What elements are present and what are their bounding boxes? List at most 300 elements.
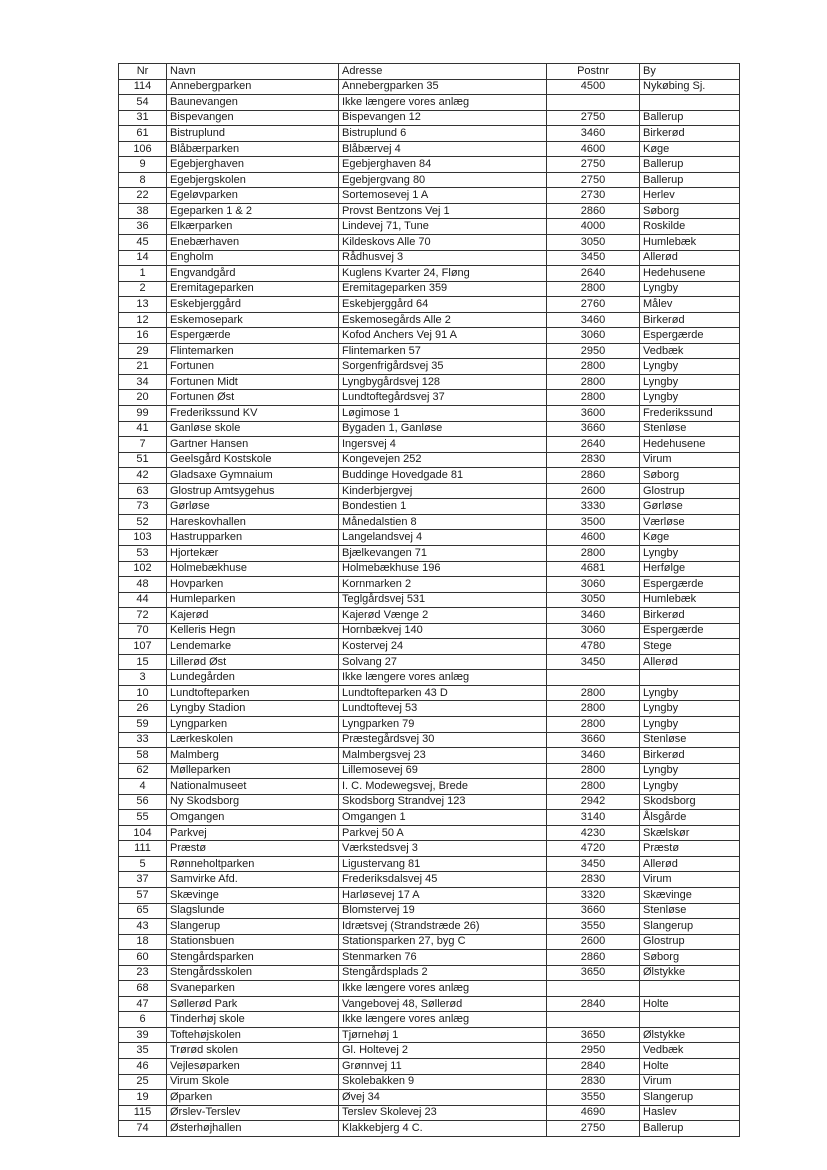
cell-by: Lyngby — [640, 545, 740, 561]
cell-nr: 26 — [119, 701, 167, 717]
cell-adresse: Eskebjerggård 64 — [339, 297, 547, 313]
cell-postnr: 2600 — [547, 934, 640, 950]
table-row — [119, 406, 740, 422]
cell-by — [640, 1012, 740, 1028]
header-row — [119, 64, 740, 80]
cell-adresse: Kongevejen 252 — [339, 452, 547, 468]
cell-adresse: Skolebakken 9 — [339, 1074, 547, 1090]
header-adresse: Adresse — [339, 64, 547, 80]
cell-postnr: 4690 — [547, 1105, 640, 1121]
cell-postnr: 3450 — [547, 856, 640, 872]
cell-adresse: Langelandsvej 4 — [339, 530, 547, 546]
cell-postnr: 2750 — [547, 110, 640, 126]
cell-nr: 60 — [119, 950, 167, 966]
cell-adresse: Buddinge Hovedgade 81 — [339, 468, 547, 484]
cell-navn: Skævinge — [167, 887, 339, 903]
table-row — [119, 499, 740, 515]
cell-postnr: 2730 — [547, 188, 640, 204]
cell-adresse: Lillemosevej 69 — [339, 763, 547, 779]
cell-adresse: Provst Bentzons Vej 1 — [339, 203, 547, 219]
cell-by: Virum — [640, 452, 740, 468]
cell-navn: Glostrup Amtsygehus — [167, 483, 339, 499]
table-row — [119, 483, 740, 499]
cell-postnr: 2800 — [547, 763, 640, 779]
cell-nr: 51 — [119, 452, 167, 468]
cell-adresse: Ikke længere vores anlæg — [339, 981, 547, 997]
cell-by: Hedehusene — [640, 266, 740, 282]
cell-postnr: 2840 — [547, 996, 640, 1012]
cell-postnr: 4720 — [547, 841, 640, 857]
cell-by: Espergærde — [640, 328, 740, 344]
cell-navn: Fortunen Midt — [167, 374, 339, 390]
cell-postnr: 2640 — [547, 266, 640, 282]
cell-nr: 48 — [119, 577, 167, 593]
table-row — [119, 359, 740, 375]
cell-navn: Kelleris Hegn — [167, 623, 339, 639]
cell-navn: Præstø — [167, 841, 339, 857]
cell-by: Stenløse — [640, 421, 740, 437]
cell-nr: 54 — [119, 95, 167, 111]
cell-adresse: Gl. Holtevej 2 — [339, 1043, 547, 1059]
cell-postnr: 4000 — [547, 219, 640, 235]
cell-by: Ballerup — [640, 1121, 740, 1137]
cell-adresse: Kostervej 24 — [339, 639, 547, 655]
cell-navn: Bispevangen — [167, 110, 339, 126]
cell-adresse: Eskemosegårds Alle 2 — [339, 312, 547, 328]
cell-navn: Hareskovhallen — [167, 514, 339, 530]
cell-adresse: Lyngparken 79 — [339, 716, 547, 732]
cell-adresse: Egebjergvang 80 — [339, 172, 547, 188]
cell-postnr: 3460 — [547, 608, 640, 624]
table-row — [119, 608, 740, 624]
cell-navn: Hovparken — [167, 577, 339, 593]
cell-nr: 46 — [119, 1059, 167, 1075]
cell-by: Birkerød — [640, 748, 740, 764]
cell-navn: Holmebækhuse — [167, 561, 339, 577]
cell-navn: Eskemosepark — [167, 312, 339, 328]
cell-nr: 53 — [119, 545, 167, 561]
table-row — [119, 219, 740, 235]
cell-postnr: 2800 — [547, 779, 640, 795]
cell-nr: 106 — [119, 141, 167, 157]
cell-adresse: Bistruplund 6 — [339, 126, 547, 142]
cell-nr: 56 — [119, 794, 167, 810]
cell-navn: Lyngby Stadion — [167, 701, 339, 717]
cell-by: Skælskør — [640, 825, 740, 841]
cell-adresse: Kofod Anchers Vej 91 A — [339, 328, 547, 344]
table-row — [119, 545, 740, 561]
cell-by: Glostrup — [640, 483, 740, 499]
cell-adresse: Ingersvej 4 — [339, 437, 547, 453]
cell-nr: 15 — [119, 654, 167, 670]
cell-nr: 41 — [119, 421, 167, 437]
cell-by: Ølstykke — [640, 1027, 740, 1043]
cell-by: Allerød — [640, 654, 740, 670]
cell-by: Vedbæk — [640, 343, 740, 359]
cell-nr: 22 — [119, 188, 167, 204]
cell-by — [640, 981, 740, 997]
table-row — [119, 468, 740, 484]
cell-postnr: 3650 — [547, 1027, 640, 1043]
cell-nr: 31 — [119, 110, 167, 126]
cell-postnr: 4600 — [547, 530, 640, 546]
cell-navn: Humleparken — [167, 592, 339, 608]
cell-postnr: 3600 — [547, 406, 640, 422]
cell-navn: Hjortekær — [167, 545, 339, 561]
table-row — [119, 110, 740, 126]
cell-postnr: 3060 — [547, 577, 640, 593]
cell-postnr: 2840 — [547, 1059, 640, 1075]
cell-adresse: Præstegårdsvej 30 — [339, 732, 547, 748]
cell-nr: 20 — [119, 390, 167, 406]
cell-postnr: 2830 — [547, 872, 640, 888]
cell-postnr: 4681 — [547, 561, 640, 577]
cell-nr: 111 — [119, 841, 167, 857]
cell-postnr: 3550 — [547, 1090, 640, 1106]
cell-navn: Mølleparken — [167, 763, 339, 779]
header-navn: Navn — [167, 64, 339, 80]
table-row — [119, 1027, 740, 1043]
cell-navn: Egeløvparken — [167, 188, 339, 204]
table-row — [119, 577, 740, 593]
cell-nr: 99 — [119, 406, 167, 422]
cell-adresse: Kornmarken 2 — [339, 577, 547, 593]
cell-by: Frederikssund — [640, 406, 740, 422]
cell-postnr: 3660 — [547, 732, 640, 748]
cell-postnr: 2860 — [547, 950, 640, 966]
cell-nr: 58 — [119, 748, 167, 764]
cell-postnr: 4780 — [547, 639, 640, 655]
cell-postnr: 2830 — [547, 1074, 640, 1090]
cell-postnr: 2800 — [547, 390, 640, 406]
table-row — [119, 981, 740, 997]
cell-adresse: Skodsborg Strandvej 123 — [339, 794, 547, 810]
cell-nr: 62 — [119, 763, 167, 779]
cell-nr: 47 — [119, 996, 167, 1012]
cell-postnr: 2750 — [547, 172, 640, 188]
cell-by: Vedbæk — [640, 1043, 740, 1059]
cell-by: Lyngby — [640, 685, 740, 701]
cell-nr: 42 — [119, 468, 167, 484]
cell-navn: Ny Skodsborg — [167, 794, 339, 810]
table-row — [119, 297, 740, 313]
cell-postnr: 2860 — [547, 203, 640, 219]
cell-postnr: 2800 — [547, 716, 640, 732]
cell-postnr: 4230 — [547, 825, 640, 841]
cell-by: Stenløse — [640, 903, 740, 919]
cell-nr: 18 — [119, 934, 167, 950]
cell-nr: 35 — [119, 1043, 167, 1059]
cell-by: Værløse — [640, 514, 740, 530]
cell-nr: 65 — [119, 903, 167, 919]
cell-navn: Ganløse skole — [167, 421, 339, 437]
table-row — [119, 421, 740, 437]
cell-navn: Engvandgård — [167, 266, 339, 282]
cell-by: Søborg — [640, 203, 740, 219]
cell-adresse: Grønnvej 11 — [339, 1059, 547, 1075]
table-row — [119, 810, 740, 826]
table-row — [119, 1105, 740, 1121]
cell-adresse: Stationsparken 27, byg C — [339, 934, 547, 950]
cell-navn: Flintemarken — [167, 343, 339, 359]
cell-by: Virum — [640, 872, 740, 888]
table-row — [119, 592, 740, 608]
table-row — [119, 732, 740, 748]
cell-postnr: 2942 — [547, 794, 640, 810]
cell-adresse: Blomstervej 19 — [339, 903, 547, 919]
cell-postnr: 2950 — [547, 1043, 640, 1059]
cell-adresse: Omgangen 1 — [339, 810, 547, 826]
cell-by: Ballerup — [640, 172, 740, 188]
cell-nr: 4 — [119, 779, 167, 795]
cell-adresse: Bondestien 1 — [339, 499, 547, 515]
cell-navn: Fortunen Øst — [167, 390, 339, 406]
cell-by: Lyngby — [640, 779, 740, 795]
cell-postnr: 2800 — [547, 359, 640, 375]
table-row — [119, 343, 740, 359]
table-row — [119, 1121, 740, 1137]
cell-adresse: Lindevej 71, Tune — [339, 219, 547, 235]
cell-by: Søborg — [640, 950, 740, 966]
cell-nr: 8 — [119, 172, 167, 188]
cell-by: Lyngby — [640, 281, 740, 297]
cell-adresse: Ikke længere vores anlæg — [339, 1012, 547, 1028]
cell-by: Birkerød — [640, 126, 740, 142]
cell-navn: Stengårdsparken — [167, 950, 339, 966]
table-row — [119, 157, 740, 173]
cell-nr: 72 — [119, 608, 167, 624]
table-row — [119, 701, 740, 717]
table-row — [119, 328, 740, 344]
cell-postnr: 2830 — [547, 452, 640, 468]
table-row — [119, 1012, 740, 1028]
table-row — [119, 1090, 740, 1106]
cell-adresse: Vangebovej 48, Søllerød — [339, 996, 547, 1012]
cell-navn: Trørød skolen — [167, 1043, 339, 1059]
cell-nr: 74 — [119, 1121, 167, 1137]
table-row — [119, 452, 740, 468]
cell-adresse: Parkvej 50 A — [339, 825, 547, 841]
cell-adresse: Ligustervang 81 — [339, 856, 547, 872]
cell-adresse: Lundtoftegårdsvej 37 — [339, 390, 547, 406]
table-row — [119, 654, 740, 670]
cell-nr: 37 — [119, 872, 167, 888]
cell-navn: Ørslev-Terslev — [167, 1105, 339, 1121]
facility-list — [118, 63, 739, 1137]
cell-postnr: 3140 — [547, 810, 640, 826]
cell-postnr: 2950 — [547, 343, 640, 359]
cell-by: Holte — [640, 996, 740, 1012]
table-row — [119, 748, 740, 764]
cell-nr: 25 — [119, 1074, 167, 1090]
table-row — [119, 716, 740, 732]
cell-nr: 1 — [119, 266, 167, 282]
cell-by: Allerød — [640, 856, 740, 872]
cell-by: Lyngby — [640, 716, 740, 732]
cell-adresse: Bygaden 1, Ganløse — [339, 421, 547, 437]
table-row — [119, 172, 740, 188]
cell-by: Ballerup — [640, 157, 740, 173]
cell-nr: 16 — [119, 328, 167, 344]
cell-adresse: Malmbergsvej 23 — [339, 748, 547, 764]
cell-by: Målev — [640, 297, 740, 313]
cell-nr: 7 — [119, 437, 167, 453]
cell-adresse: Løgimose 1 — [339, 406, 547, 422]
cell-nr: 102 — [119, 561, 167, 577]
cell-postnr: 2640 — [547, 437, 640, 453]
table-row — [119, 1074, 740, 1090]
cell-by: Ølstykke — [640, 965, 740, 981]
cell-postnr — [547, 1012, 640, 1028]
cell-navn: Egebjerghaven — [167, 157, 339, 173]
cell-postnr: 2760 — [547, 297, 640, 313]
cell-by — [640, 95, 740, 111]
table-row — [119, 996, 740, 1012]
cell-by: Humlebæk — [640, 235, 740, 251]
cell-adresse: Idrætsvej (Strandstræde 26) — [339, 919, 547, 935]
cell-nr: 9 — [119, 157, 167, 173]
cell-navn: Toftehøjskolen — [167, 1027, 339, 1043]
cell-nr: 61 — [119, 126, 167, 142]
table-row — [119, 685, 740, 701]
cell-navn: Stationsbuen — [167, 934, 339, 950]
table-row — [119, 530, 740, 546]
table-row — [119, 639, 740, 655]
cell-adresse: Sortemosevej 1 A — [339, 188, 547, 204]
cell-by: Stege — [640, 639, 740, 655]
cell-by: Skævinge — [640, 887, 740, 903]
cell-adresse: Lundtoftevej 53 — [339, 701, 547, 717]
table-row — [119, 250, 740, 266]
cell-navn: Eskebjerggård — [167, 297, 339, 313]
table-row — [119, 903, 740, 919]
cell-nr: 103 — [119, 530, 167, 546]
cell-adresse: Tjørnehøj 1 — [339, 1027, 547, 1043]
cell-adresse: Solvang 27 — [339, 654, 547, 670]
cell-adresse: Ikke længere vores anlæg — [339, 670, 547, 686]
cell-adresse: Øvej 34 — [339, 1090, 547, 1106]
cell-navn: Elkærparken — [167, 219, 339, 235]
cell-by: Slangerup — [640, 1090, 740, 1106]
cell-navn: Gladsaxe Gymnaium — [167, 468, 339, 484]
cell-by: Gørløse — [640, 499, 740, 515]
cell-nr: 21 — [119, 359, 167, 375]
table-row — [119, 1043, 740, 1059]
cell-navn: Søllerød Park — [167, 996, 339, 1012]
cell-navn: Frederikssund KV — [167, 406, 339, 422]
cell-adresse: Månedalstien 8 — [339, 514, 547, 530]
cell-by: Lyngby — [640, 390, 740, 406]
cell-adresse: Lyngbygårdsvej 128 — [339, 374, 547, 390]
cell-navn: Gørløse — [167, 499, 339, 515]
table-row — [119, 919, 740, 935]
cell-postnr: 3060 — [547, 328, 640, 344]
cell-adresse: Bjælkevangen 71 — [339, 545, 547, 561]
cell-nr: 3 — [119, 670, 167, 686]
cell-postnr: 3460 — [547, 312, 640, 328]
cell-navn: Fortunen — [167, 359, 339, 375]
table-row — [119, 95, 740, 111]
cell-nr: 5 — [119, 856, 167, 872]
table-row — [119, 141, 740, 157]
cell-nr: 107 — [119, 639, 167, 655]
cell-navn: Omgangen — [167, 810, 339, 826]
cell-nr: 55 — [119, 810, 167, 826]
cell-navn: Lundtofteparken — [167, 685, 339, 701]
cell-postnr: 2750 — [547, 1121, 640, 1137]
cell-navn: Hastrupparken — [167, 530, 339, 546]
table-row — [119, 437, 740, 453]
cell-by: Nykøbing Sj. — [640, 79, 740, 95]
table-row — [119, 188, 740, 204]
cell-nr: 43 — [119, 919, 167, 935]
table-row — [119, 266, 740, 282]
cell-nr: 39 — [119, 1027, 167, 1043]
cell-navn: Geelsgård Kostskole — [167, 452, 339, 468]
header-by: By — [640, 64, 740, 80]
cell-by: Virum — [640, 1074, 740, 1090]
cell-adresse: Frederiksdalsvej 45 — [339, 872, 547, 888]
cell-postnr: 3450 — [547, 654, 640, 670]
cell-adresse: Kinderbjergvej — [339, 483, 547, 499]
cell-adresse: Teglgårdsvej 531 — [339, 592, 547, 608]
cell-navn: Rønneholtparken — [167, 856, 339, 872]
cell-nr: 34 — [119, 374, 167, 390]
cell-navn: Øparken — [167, 1090, 339, 1106]
cell-nr: 38 — [119, 203, 167, 219]
cell-by: Herlev — [640, 188, 740, 204]
cell-by: Espergærde — [640, 623, 740, 639]
cell-adresse: Klakkebjerg 4 C. — [339, 1121, 547, 1137]
cell-adresse: Harløsevej 17 A — [339, 887, 547, 903]
cell-postnr: 3500 — [547, 514, 640, 530]
table-row — [119, 856, 740, 872]
cell-navn: Tinderhøj skole — [167, 1012, 339, 1028]
cell-navn: Baunevangen — [167, 95, 339, 111]
table-row — [119, 561, 740, 577]
table-row — [119, 203, 740, 219]
table-row — [119, 79, 740, 95]
table-row — [119, 281, 740, 297]
cell-by: Espergærde — [640, 577, 740, 593]
cell-postnr — [547, 95, 640, 111]
cell-navn: Vejlesøparken — [167, 1059, 339, 1075]
cell-postnr: 4500 — [547, 79, 640, 95]
cell-by: Roskilde — [640, 219, 740, 235]
cell-by: Ballerup — [640, 110, 740, 126]
cell-postnr: 3460 — [547, 126, 640, 142]
cell-nr: 6 — [119, 1012, 167, 1028]
cell-navn: Espergærde — [167, 328, 339, 344]
cell-navn: Eremitageparken — [167, 281, 339, 297]
cell-postnr: 2800 — [547, 685, 640, 701]
cell-by: Birkerød — [640, 312, 740, 328]
cell-adresse: Kuglens Kvarter 24, Fløng — [339, 266, 547, 282]
cell-postnr: 3650 — [547, 965, 640, 981]
table-row — [119, 763, 740, 779]
cell-by: Skodsborg — [640, 794, 740, 810]
cell-navn: Blåbærparken — [167, 141, 339, 157]
header-nr: Nr — [119, 64, 167, 80]
table-row — [119, 934, 740, 950]
cell-nr: 45 — [119, 235, 167, 251]
cell-postnr: 2800 — [547, 374, 640, 390]
cell-postnr: 2800 — [547, 545, 640, 561]
cell-postnr: 3450 — [547, 250, 640, 266]
cell-navn: Gartner Hansen — [167, 437, 339, 453]
cell-postnr — [547, 981, 640, 997]
cell-postnr: 2800 — [547, 701, 640, 717]
